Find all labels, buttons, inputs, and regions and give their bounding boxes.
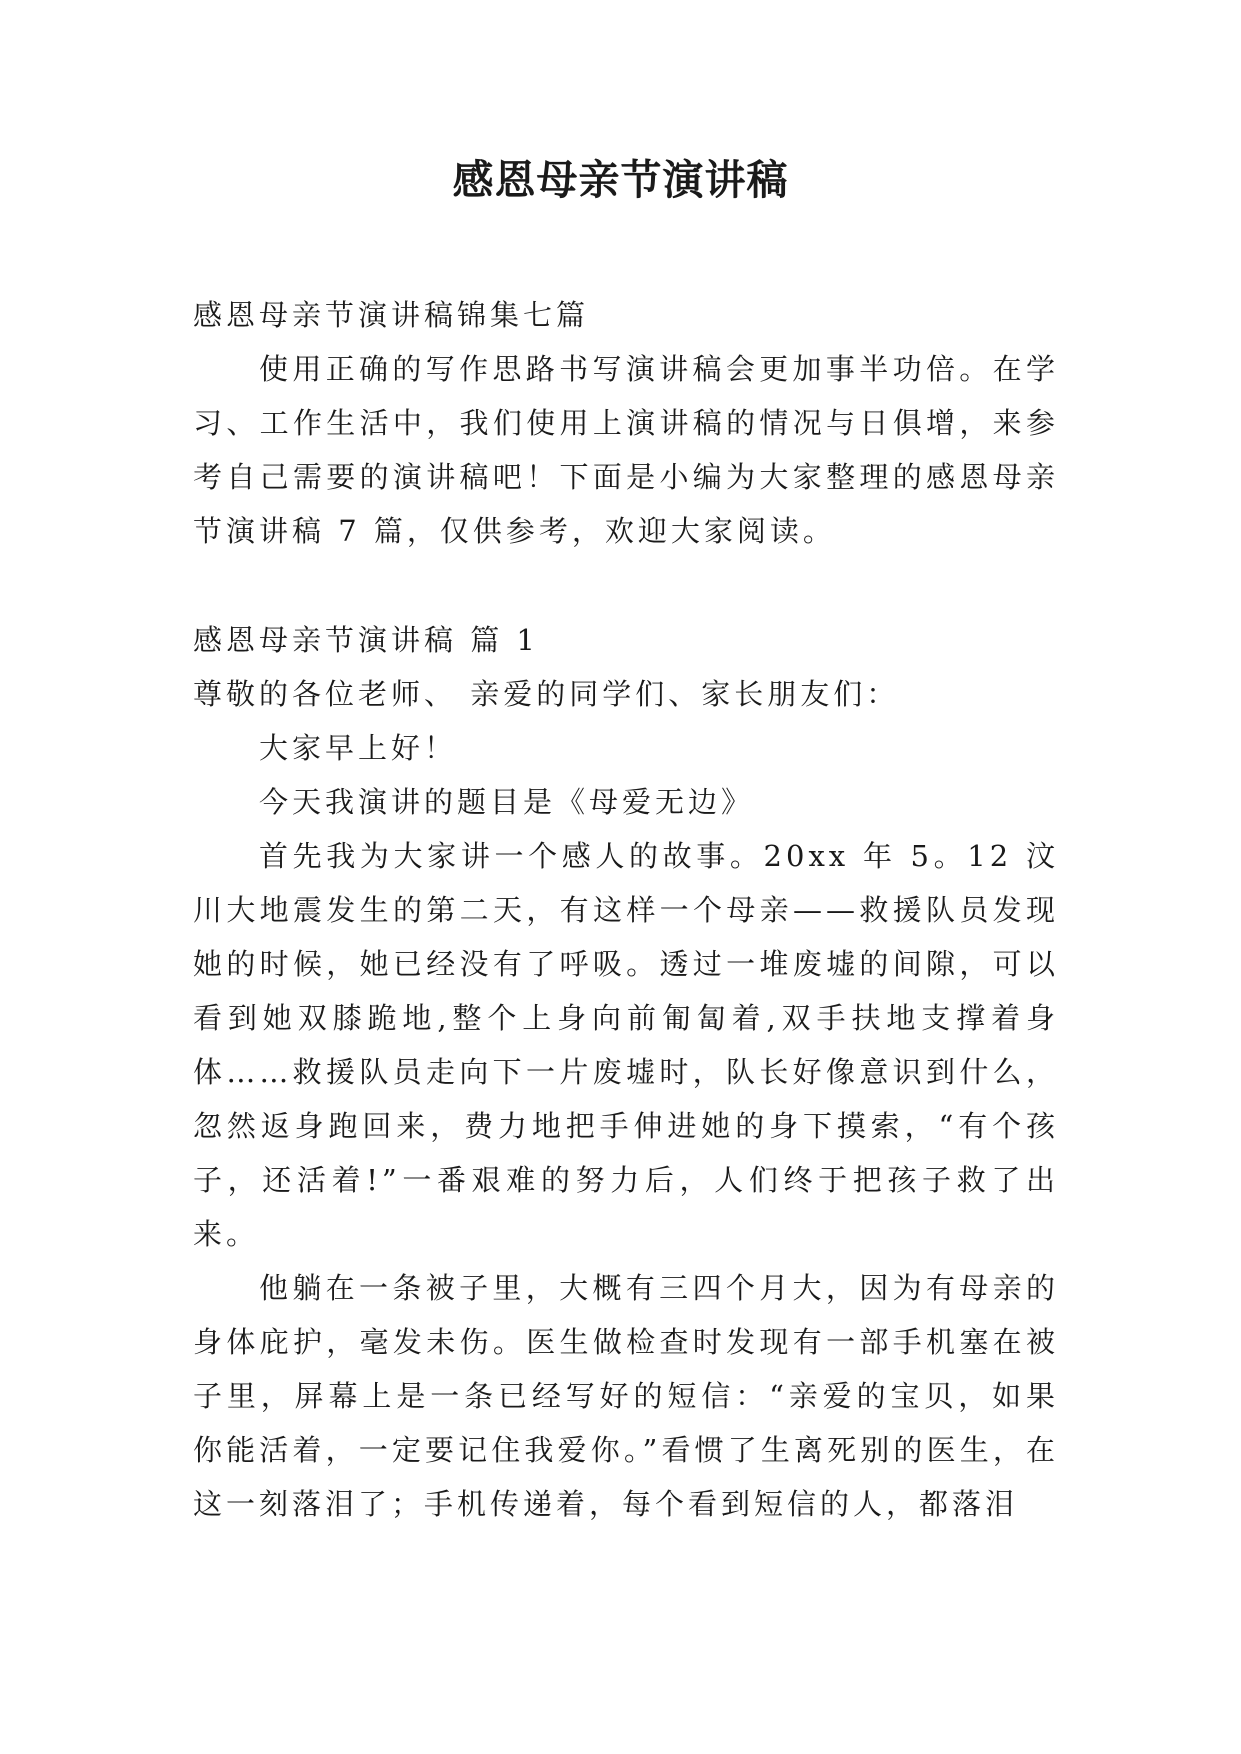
body-paragraph: 首先我为大家讲一个感人的故事。20xx 年 5。12 汶川大地震发生的第二天，有这样一个母亲——救援队员发现她的时候，她已经没有了呼吸。透过一堆废墟的间隙，可以看到她双膝跪地,整个上身向前匍匐着,双手扶地支撑着身体……救援队员走向下一片废墟时，队长好像意识到什么，忽然返身跑回来，费力地把手伸进她的身下摸索，“有个孩子，还活着!”一番艰难的努力后，人们终于把孩子救了出来。	[193, 839, 1059, 1251]
body-paragraph: 他躺在一条被子里，大概有三四个月大，因为有母亲的身体庇护，毫发未伤。医生做检查时发现有一部手机塞在被子里，屏幕上是一条已经写好的短信：“亲爱的宝贝，如果你能活着，一定要记住我爱你。”看惯了生离死别的医生，在这一刻落泪了；手机传递着，每个看到短信的人，都落泪	[193, 1271, 1059, 1521]
speech-topic: 今天我演讲的题目是《母爱无边》	[259, 785, 755, 819]
collection-subtitle: 感恩母亲节演讲稿锦集七篇	[193, 298, 590, 332]
salutation: 尊敬的各位老师、 亲爱的同学们、家长朋友们：	[193, 677, 900, 711]
document-body	[193, 288, 1059, 1531]
greeting: 大家早上好！	[259, 731, 458, 765]
section-heading: 感恩母亲节演讲稿 篇 1	[193, 623, 539, 657]
intro-paragraph: 使用正确的写作思路书写演讲稿会更加事半功倍。在学习、工作生活中，我们使用上演讲稿的情况与日俱增，来参考自己需要的演讲稿吧！下面是小编为大家整理的感恩母亲节演讲稿 7 篇，仅供参考，欢迎大家阅读。	[193, 352, 1059, 548]
document-title: 感恩母亲节演讲稿	[452, 156, 789, 204]
